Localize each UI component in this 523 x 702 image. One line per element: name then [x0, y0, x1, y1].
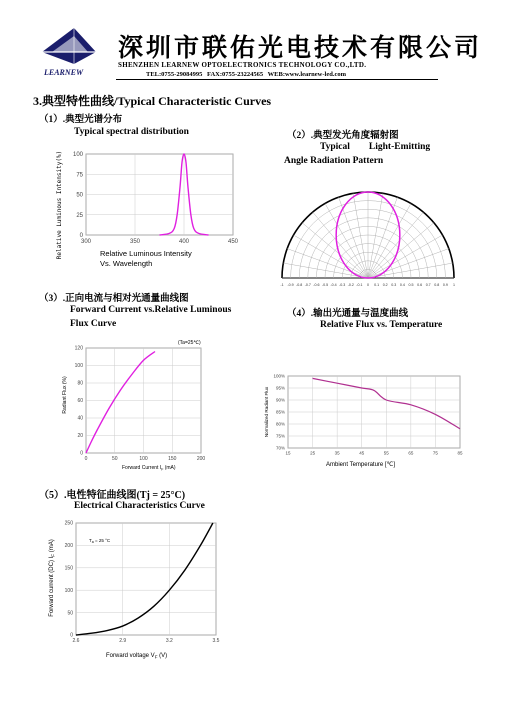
iv-ylabel: Forward current (DC) $I_F$ (mA) [49, 539, 56, 617]
y-tick-label: 75% [275, 433, 285, 439]
section-title: 3.典型特性曲线/Typical Characteristic Curves [33, 94, 272, 108]
y-tick-label: 75 [76, 172, 83, 179]
y-tick-label: 100 [72, 152, 83, 158]
s4-heading: （4）.输出光通量与温度曲线 [287, 309, 409, 319]
company-name-cn: 深圳市联佑光电技术有限公司 [118, 33, 483, 62]
y-tick-label: 150 [64, 565, 73, 572]
y-tick-label: 80 [77, 380, 83, 387]
s1-heading: （1）.典型光谱分布 [39, 115, 123, 125]
iv-annotation: $T_a = 25$ °C [89, 538, 111, 545]
polar-axis-label: -0.4 [330, 283, 337, 287]
x-tick-label: 45 [359, 450, 365, 456]
polar-axis-label: 0.2 [382, 283, 388, 287]
y-tick-label: 20 [77, 433, 83, 440]
polar-axis-label: -0.7 [304, 283, 311, 287]
company-logo [40, 26, 98, 70]
x-tick-label: 65 [408, 450, 414, 456]
header-divider [116, 79, 438, 80]
x-tick-label: 75 [432, 450, 438, 456]
polar-axis-label: 1 [453, 283, 455, 287]
y-tick-label: 200 [64, 543, 73, 550]
spectral-chart [56, 145, 246, 273]
contact-line: TEL:0755-29084995 FAX:0755-23224565 WEB:www.learnew-led.com [146, 71, 347, 78]
x-tick-label: 2.9 [119, 638, 127, 644]
polar-axis-label: 0.4 [399, 283, 405, 287]
y-tick-label: 70% [275, 445, 285, 451]
polar-axis-label: 0.1 [374, 283, 380, 287]
y-tick-label: 0 [80, 450, 83, 457]
y-tick-label: 100% [273, 373, 285, 379]
current-flux-ylabel: Radiant Flux (%) [62, 376, 68, 414]
x-tick-label: 100 [139, 456, 148, 462]
polar-axis-label: 0.3 [391, 283, 397, 287]
s3-caption-1: Forward Current vs.Relative Luminous [70, 305, 232, 315]
s5-heading: （5）.电性特征曲线图(Tj = 25°C) [39, 490, 186, 501]
polar-axis-label: 0.7 [425, 283, 431, 287]
x-tick-label: 55 [383, 450, 389, 456]
temperature-xlabel: Ambient Temperature [℃] [326, 462, 395, 468]
s2-heading: （2）.典型发光角度辐射图 [287, 131, 399, 141]
s3-heading: （3）.正向电流与相对光通量曲线图 [39, 294, 189, 304]
x-tick-label: 450 [227, 239, 239, 245]
y-tick-label: 80% [275, 421, 285, 427]
current-flux-annotation: (Ta=25℃) [178, 340, 201, 346]
spectral-xlabel-1: Relative Luminous Intensity [100, 249, 192, 258]
s3-caption-2: Flux Curve [70, 319, 117, 329]
y-tick-label: 90% [275, 397, 285, 403]
company-name-en: SHENZHEN LEARNEW OPTOELECTRONICS TECHNOLOGY CO.,LTD. [118, 61, 367, 69]
polar-axis-label: -0.2 [347, 283, 354, 287]
x-tick-label: 3.2 [165, 638, 173, 644]
y-tick-label: 0 [79, 233, 83, 239]
y-tick-label: 100 [74, 363, 83, 370]
s5-caption: Electrical Characteristics Curve [74, 501, 205, 511]
y-tick-label: 50 [67, 610, 73, 617]
spectral-xlabel-2: Vs. Wavelength [100, 259, 153, 268]
x-tick-label: 150 [168, 456, 177, 462]
s2-caption-2: Angle Radiation Pattern [284, 156, 384, 166]
current-flux-chart [60, 335, 218, 473]
current-flux-xlabel: Forward Current $I_F$ (mA) [122, 465, 176, 472]
y-tick-label: 85% [275, 409, 285, 415]
polar-axis-label: -0.6 [313, 283, 320, 287]
x-tick-label: 50 [111, 456, 118, 462]
x-tick-label: 350 [129, 239, 141, 245]
x-tick-label: 0 [84, 456, 88, 462]
y-tick-label: 25 [76, 212, 83, 219]
iv-xlabel: Forward voltage $V_F$ (V) [106, 653, 168, 660]
polar-axis-label: -1 [280, 283, 284, 287]
spectral-ylabel: Relative Luminous Intensity(%) [56, 150, 63, 260]
polar-axis-label: 0 [367, 283, 369, 287]
polar-axis-label: -0.3 [339, 283, 346, 287]
y-tick-label: 0 [70, 632, 73, 639]
y-tick-label: 50 [76, 192, 83, 199]
polar-axis-label: 0.6 [417, 283, 423, 287]
polar-axis-label: 0.8 [434, 283, 440, 287]
current-flux-curve [86, 352, 155, 454]
polar-axis-label: -0.8 [296, 283, 303, 287]
x-tick-label: 25 [310, 450, 316, 456]
radiation-pattern-chart [272, 178, 464, 292]
x-tick-label: 200 [196, 456, 206, 462]
iv-curve-chart [44, 516, 220, 662]
y-tick-label: 40 [77, 415, 83, 422]
x-tick-label: 300 [80, 239, 92, 245]
temperature-chart [262, 370, 468, 470]
y-tick-label: 60 [77, 398, 83, 405]
polar-axis-label: -0.9 [287, 283, 294, 287]
s4-caption: Relative Flux vs. Temperature [320, 320, 443, 330]
x-tick-label: 400 [178, 239, 190, 245]
polar-axis-label: -0.1 [356, 283, 363, 287]
s2-caption-1: Typical Light-Emitting [320, 142, 431, 152]
logo-wordmark: LEARNEW [44, 68, 84, 77]
polar-axis-label: -0.5 [321, 283, 329, 287]
x-tick-label: 15 [285, 450, 291, 456]
x-tick-label: 2.6 [72, 638, 80, 644]
polar-axis-label: 0.5 [408, 283, 414, 287]
y-tick-label: 95% [275, 385, 285, 391]
y-tick-label: 250 [64, 520, 73, 527]
x-tick-label: 3.5 [212, 638, 220, 644]
x-tick-label: 85 [457, 450, 463, 456]
polar-axis-label: 0.9 [442, 283, 448, 287]
s1-caption: Typical spectral distribution [74, 127, 189, 137]
y-tick-label: 100 [64, 587, 73, 594]
y-tick-label: 120 [74, 345, 83, 352]
x-tick-label: 35 [334, 450, 340, 456]
temperature-ylabel: Normalized Radiant Flux [264, 386, 269, 438]
